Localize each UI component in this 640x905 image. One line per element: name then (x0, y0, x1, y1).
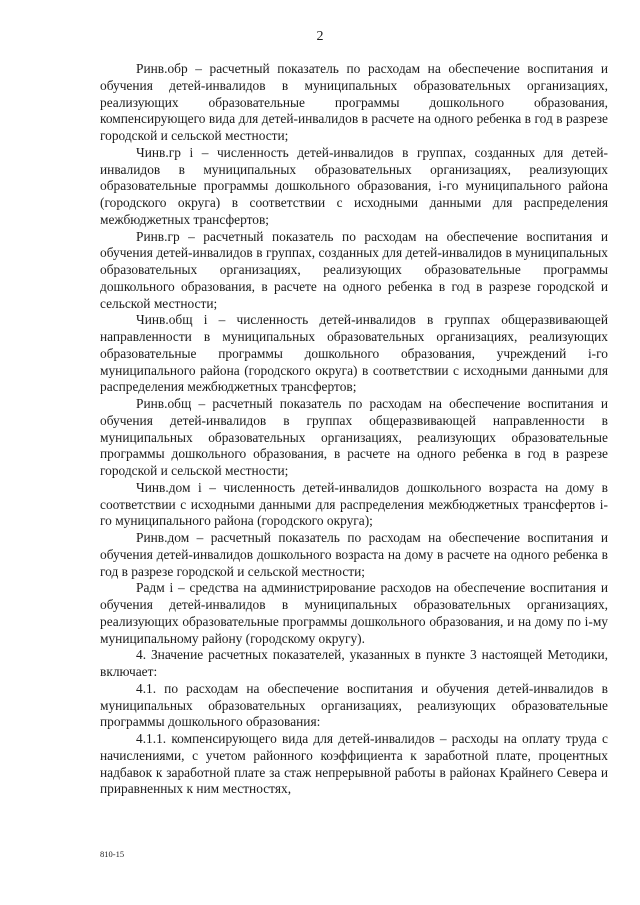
paragraph-rinv-dom: Ринв.дом – расчетный показатель по расходам на обеспечение воспитания и обучения детей-инвалидов дошкольного возраста на дому в расчете на одного ребенка в год в разрезе городской и сельской местности; (100, 530, 608, 579)
paragraph-section-4-1: 4.1. по расходам на обеспечение воспитания и обучения детей-инвалидов в муниципальных образовательных организациях, реализующих образовательные программы дошкольного образования: (100, 680, 608, 730)
paragraph-chinv-dom: Чинв.дом i – численность детей-инвалидов дошкольного возраста на дому в соответствии с исходными данными для распределения межбюджетных трансфертов i-го муниципального района (городского округа); (100, 479, 608, 529)
paragraph-chinv-obshch: Чинв.общ i – численность детей-инвалидов в группах общеразвивающей направленности в муниципальных образовательных организациях, реализующих образовательные программы дошкольного образования, учреждений i-го муниципального района (городского округа) в соответствии с исходными данными для распределения межбюджетных трансфертов; (100, 312, 608, 395)
document-body (100, 61, 608, 798)
paragraph-rinv-obr: Ринв.обр – расчетный показатель по расходам на обеспечение воспитания и обучения детей-инвалидов в муниципальных образовательных организациях, реализующих образовательные программы дошкольного образования, компенсирующего вида для детей-инвалидов в расчете на одного ребенка в год в разрезе городской и сельской местности; (100, 61, 608, 143)
paragraph-section-4-1-1: 4.1.1. компенсирующего вида для детей-инвалидов – расходы на оплату труда с начислениями, с учетом районного коэффициента к заработной плате, процентных надбавок к заработной плате за стаж непрерывной работы в районах Крайнего Севера и приравненных к ним местностях, (100, 731, 608, 797)
paragraph-rinv-obshch: Ринв.общ – расчетный показатель по расходам на обеспечение воспитания и обучения детей-инвалидов в группах общеразвивающей направленности в муниципальных образовательных организациях, реализующих образовательные программы дошкольного образования, в расчете на одного ребенка в год в разрезе городской и сельской местности; (100, 396, 608, 478)
paragraph-section-4: 4. Значение расчетных показателей, указанных в пункте 3 настоящей Методики, включает: (100, 647, 608, 679)
page-number: 2 (316, 29, 324, 44)
footer-document-code: 810-15 (100, 849, 125, 859)
paragraph-chinv-gr: Чинв.гр i – численность детей-инвалидов в группах, созданных для детей-инвалидов в муниципальных образовательных организациях, реализующих образовательные программы дошкольного образования, i-го муниципального района (городского округа) в соответствии с исходными данными для распределения межбюджетных трансфертов; (100, 144, 608, 227)
paragraph-radm: Радм i – средства на администрирование расходов на обеспечение воспитания и обучения детей-инвалидов в муниципальных образовательных организациях, реализующих образовательные программы дошкольного образования, и на дому по i-му муниципальному району (городскому округу). (100, 580, 608, 646)
paragraph-rinv-gr: Ринв.гр – расчетный показатель по расходам на обеспечение воспитания и обучения детей-инвалидов в группах, созданных для детей-инвалидов в муниципальных образовательных организациях, реализующих образовательные программы дошкольного образования, в расчете на одного ребенка в год в разрезе городской и сельской местности; (100, 228, 608, 311)
